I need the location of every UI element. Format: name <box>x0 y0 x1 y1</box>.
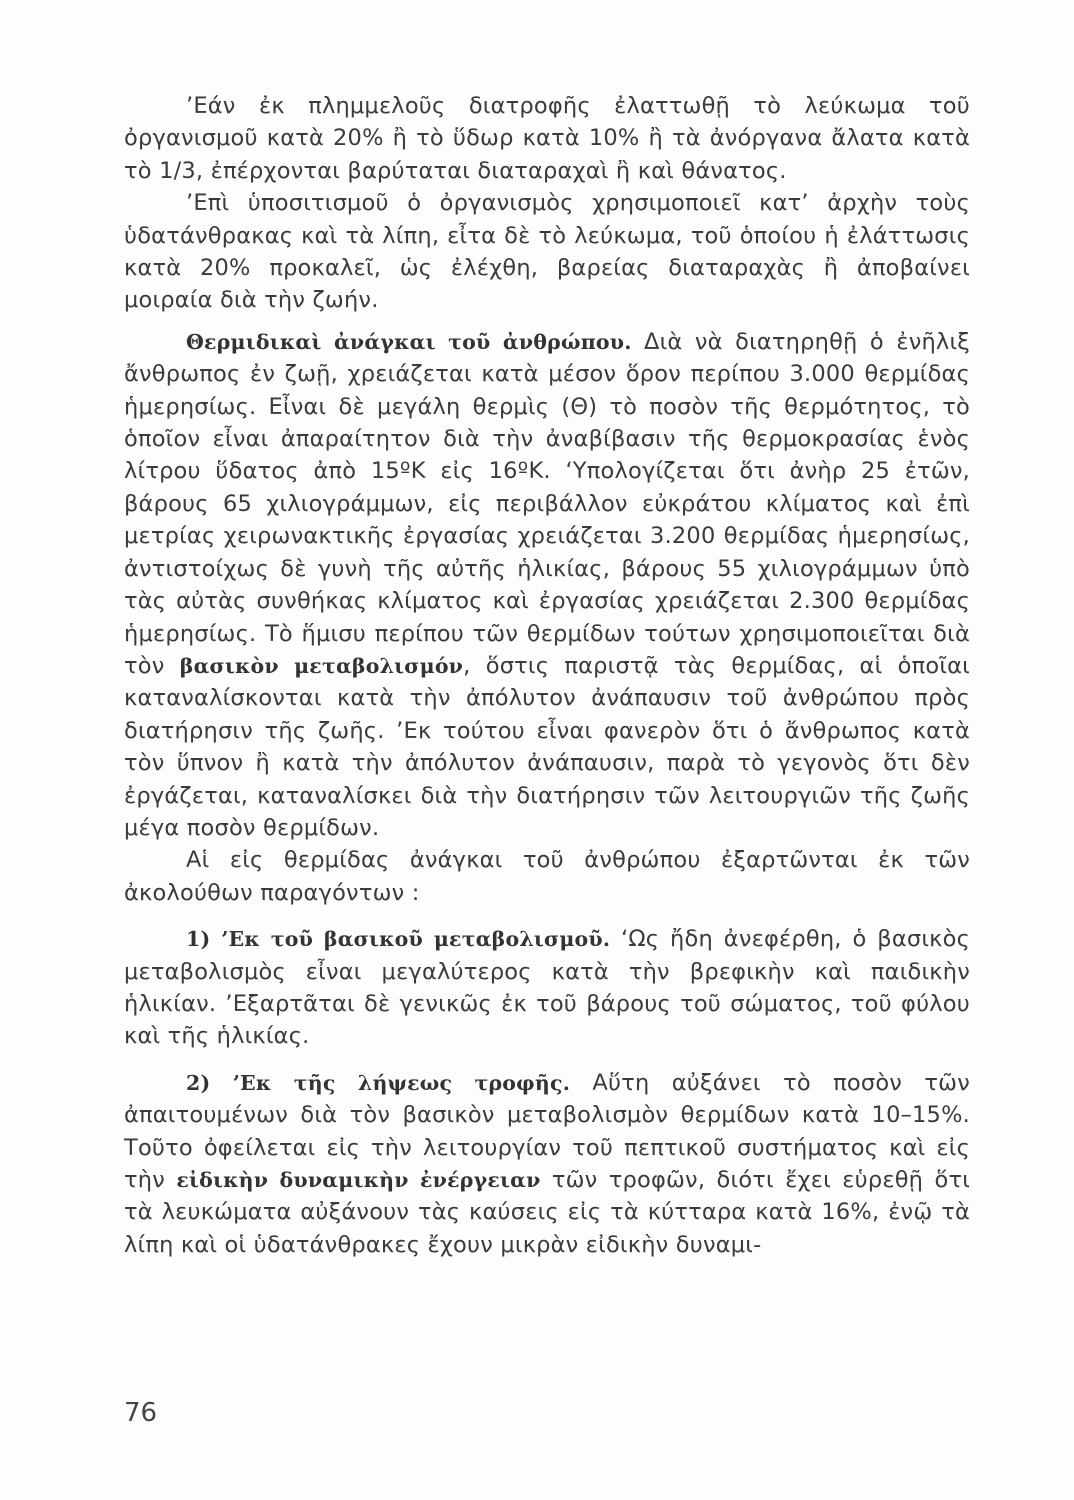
text-segment: ’Επὶ ὑποσιτισμοῦ ὁ ὀργανισμὸς χρησιμοποιεῖ κατ’ ἀρχὴν τοὺς ὑδατάνθρακας καὶ τὰ λίπη, εἶτα δὲ τὸ λεύκωμα, τοῦ ὁποίου ἡ ἐλάττωσις κατὰ 20% προκαλεῖ, ὡς ἐλέχθη, βαρείας διαταραχὰς ἢ ἀποβαίνει μοιραία διὰ τὴν ζωήν. <box>124 190 970 314</box>
paragraph-4 <box>124 844 970 909</box>
text-segment: ’Εάν ἐκ πλημμελοῦς διατροφῆς ἐλαττωθῇ τὸ λεύκωμα τοῦ ὀργανισμοῦ κατὰ 20% ἢ τὸ ὕδωρ κατὰ 10% ἢ τὰ ἀνόργανα ἄλατα κατὰ τὸ 1/3, ἐπέρχονται βαρύταται διαταραχαὶ ἢ καὶ θάνατος. <box>124 93 970 184</box>
text-segment: , ὅστις παριστᾷ τὰς θερμίδας, αἱ ὁποῖαι καταναλίσκονται κατὰ τὴν ἀπόλυτον ἀνάπαυσιν τοῦ ἀνθρώπου πρὸς διατήρησιν τῆς ζωῆς. ’Εκ τούτου εἶναι φανερὸν ὅτι ὁ ἄνθρωπος κατὰ τὸν ὕπνον ἢ κατὰ τὴν ἀπόλυτον ἀνάπαυσιν, παρὰ τὸ γεγονὸς ὅτι δὲν ἐργάζεται, καταναλίσκει διὰ τὴν διατήρησιν τῶν λειτουργιῶν τῆς ζωῆς μέγα ποσὸν θερμίδων. <box>124 652 970 841</box>
emphasis-specific-dynamic-action: εἰδικὴν δυναμικὴν ἐνέργειαν <box>176 1168 541 1192</box>
paragraph-5 <box>124 923 970 1053</box>
text-segment: τῶν τροφῶν, διότι ἔχει εὑρεθῇ ὅτι τὰ λευκώματα αὐξάνουν τὰς καύσεις εἰς τὰ κύτταρα κατὰ 16%, ἐνῷ τὰ λίπη καὶ οἱ ὑδατάνθρακες ἔχουν μικρὰν εἰδικὴν δυναμι- <box>124 1167 971 1258</box>
paragraph-2 <box>124 187 970 317</box>
paragraph-1 <box>124 90 970 187</box>
body-text <box>124 90 970 1261</box>
text-segment: Αὕτη αὐξάνει τὸ ποσὸν τῶν ἀπαιτουμένων διὰ τὸν βασικὸν μεταβολισμὸν θερμίδων κατὰ 10–15%. Τοῦτο ὀφείλεται εἰς τὴν λειτουργίαν τοῦ πεπτικοῦ συστήματος καὶ εἰς τὴν <box>124 1069 970 1193</box>
paragraph-3 <box>124 326 970 845</box>
text-segment: ‘Ως ἤδη ἀνεφέρθη, ὁ βασικὸς μεταβολισμὸς εἶναι μεγαλύτερος κατὰ τὴν βρεφικὴν καὶ παιδικὴν ἡλικίαν. ’Εξαρτᾶται δὲ γενικῶς ἐκ τοῦ βάρους τοῦ σώματος, τοῦ φύλου καὶ τῆς ἡλικίας. <box>124 926 970 1050</box>
section-heading-thermal-needs: Θερμιδικαὶ ἀνάγκαι τοῦ ἀνθρώπου. <box>186 329 632 354</box>
list-heading-1: 1) ’Εκ τοῦ βασικοῦ μεταβολισμοῦ. <box>186 927 611 952</box>
emphasis-basal-metabolism: βασικὸν μεταβολισμόν <box>179 653 464 678</box>
text-segment: Διὰ νὰ διατηρηθῇ ὁ ἐνῆλιξ ἄνθρωπος ἐν ζωῇ, χρειάζεται κατὰ μέσον ὅρον περίπου 3.000 θερμίδας ἡμερησίως. Εἶναι δὲ μεγάλη θερμὶς (Θ) τὸ ποσὸν τῆς θερμότητος, τὸ ὁποῖον εἶναι ἀπαραίτητον διὰ τὴν ἀναβίβασιν τῆς θερμοκρασίας ἑνὸς λίτρου ὕδατος ἀπὸ 15ºΚ εἰς 16ºΚ. ‘Υπολογίζεται ὅτι ἀνὴρ 25 ἐτῶν, βάρους 65 χιλιογράμμων, εἰς περιβάλλον εὐκράτου κλίματος καὶ ἐπὶ μετρίας χειρωνακτικῆς ἐργασίας χρειάζεται 3.200 θερμίδας ἡμερησίως, ἀντιστοίχως δὲ γυνὴ τῆς αὐτῆς ἡλικίας, βάρους 55 χιλιογράμμων ὑπὸ τὰς αὐτὰς συνθήκας κλίματος καὶ ἐργασίας χρειάζεται 2.300 θερμίδας ἡμερησίως. Τὸ ἥμισυ περίπου τῶν θερμίδων τούτων χρησιμοποιεῖται διὰ τὸν <box>124 328 971 679</box>
paragraph-6 <box>124 1067 970 1261</box>
page-number: 76 <box>124 1398 158 1428</box>
list-heading-2: 2) ’Εκ τῆς λήψεως τροφῆς. <box>186 1070 571 1095</box>
text-segment: Αἱ εἰς θερμίδας ἀνάγκαι τοῦ ἀνθρώπου ἐξαρτῶνται ἐκ τῶν ἀκολούθων παραγόντων : <box>124 847 970 906</box>
